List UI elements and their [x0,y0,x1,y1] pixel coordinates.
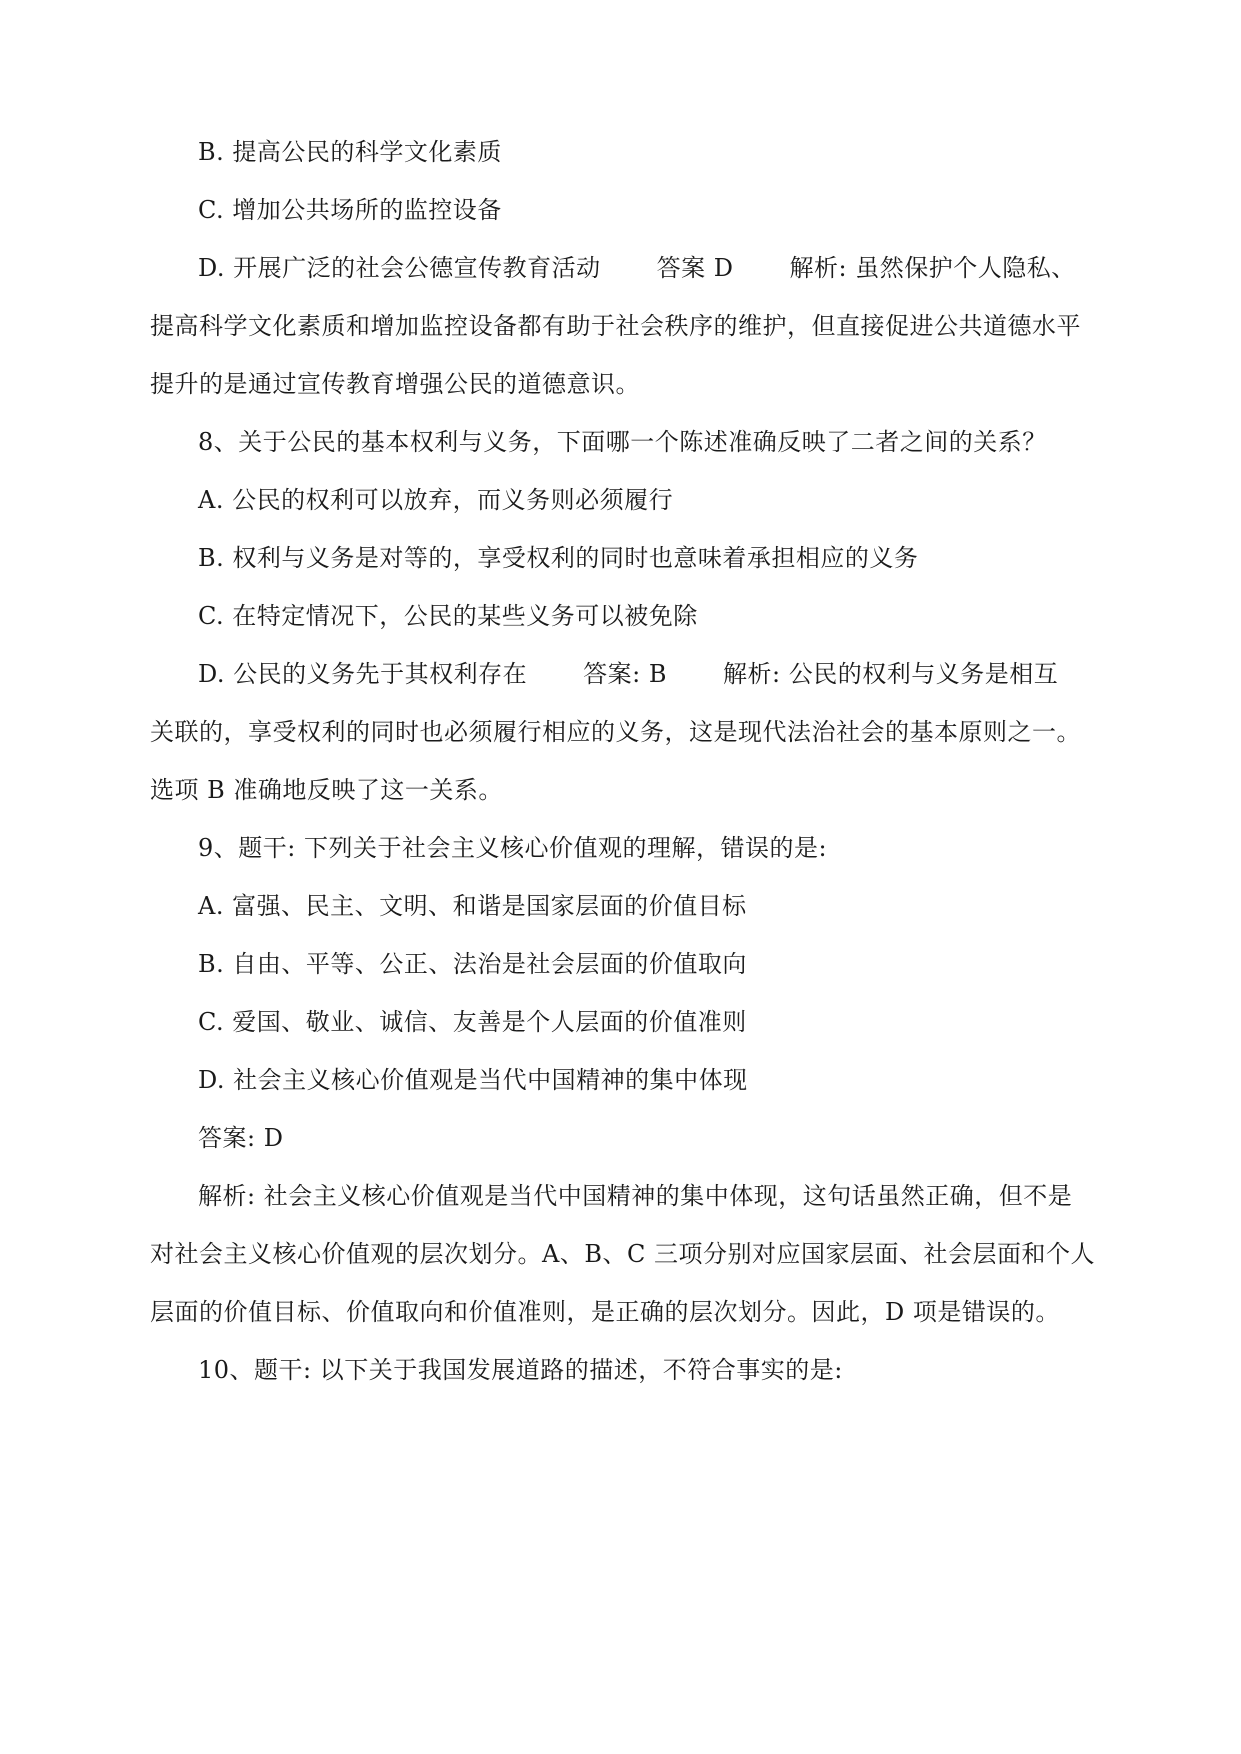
q8-option-a: A. 公民的权利可以放弃，而义务则必须履行 [198,486,674,514]
q8-analysis-line2: 关联的，享受权利的同时也必须履行相应的义务，这是现代法治社会的基本原则之一。 [150,718,1081,746]
q9-analysis-line1: 解析: 社会主义核心价值观是当代中国精神的集中体现，这句话虽然正确，但不是 [198,1182,1073,1210]
q7-option-c: C. 增加公共场所的监控设备 [198,196,502,224]
q9-option-d: D. 社会主义核心价值观是当代中国精神的集中体现 [198,1066,748,1094]
q8-answer: 答案: B [583,660,668,688]
q7-analysis-line3: 提升的是通过宣传教育增强公民的道德意识。 [150,370,640,398]
q7-analysis-start: 解析: 虽然保护个人隐私、 [789,254,1076,282]
q9-option-c: C. 爱国、敬业、诚信、友善是个人层面的价值准则 [198,1008,747,1036]
q8-stem: 8、关于公民的基本权利与义务，下面哪一个陈述准确反映了二者之间的关系？ [198,428,1047,456]
q9-option-a: A. 富强、民主、文明、和谐是国家层面的价值目标 [198,892,747,920]
q8-option-d: D. 公民的义务先于其权利存在 [198,660,528,688]
q8-option-d-line [198,657,1098,691]
q8-analysis-start: 解析: 公民的权利与义务是相互 [723,660,1059,688]
q8-option-c: C. 在特定情况下，公民的某些义务可以被免除 [198,602,698,630]
q9-stem: 9、题干: 下列关于社会主义核心价值观的理解，错误的是: [198,834,828,862]
q7-option-d-line [198,251,1098,285]
q7-option-d: D. 开展广泛的社会公德宣传教育活动 [198,254,601,282]
q7-analysis-line2: 提高科学文化素质和增加监控设备都有助于社会秩序的维护，但直接促进公共道德水平 [150,312,1081,340]
q8-option-b: B. 权利与义务是对等的，享受权利的同时也意味着承担相应的义务 [198,544,919,572]
q7-option-b: B. 提高公民的科学文化素质 [198,138,502,166]
q9-analysis-line2: 对社会主义核心价值观的层次划分。A、B、C 三项分别对应国家层面、社会层面和个人 [150,1240,1095,1268]
q7-answer: 答案 D [656,254,734,282]
q8-analysis-line3: 选项 B 准确地反映了这一关系。 [150,776,503,804]
q9-answer: 答案: D [198,1124,284,1152]
q9-option-b: B. 自由、平等、公正、法治是社会层面的价值取向 [198,950,747,978]
q10-stem: 10、题干: 以下关于我国发展道路的描述，不符合事实的是: [198,1356,843,1384]
q9-analysis-line3: 层面的价值目标、价值取向和价值准则，是正确的层次划分。因此，D 项是错误的。 [150,1298,1060,1326]
